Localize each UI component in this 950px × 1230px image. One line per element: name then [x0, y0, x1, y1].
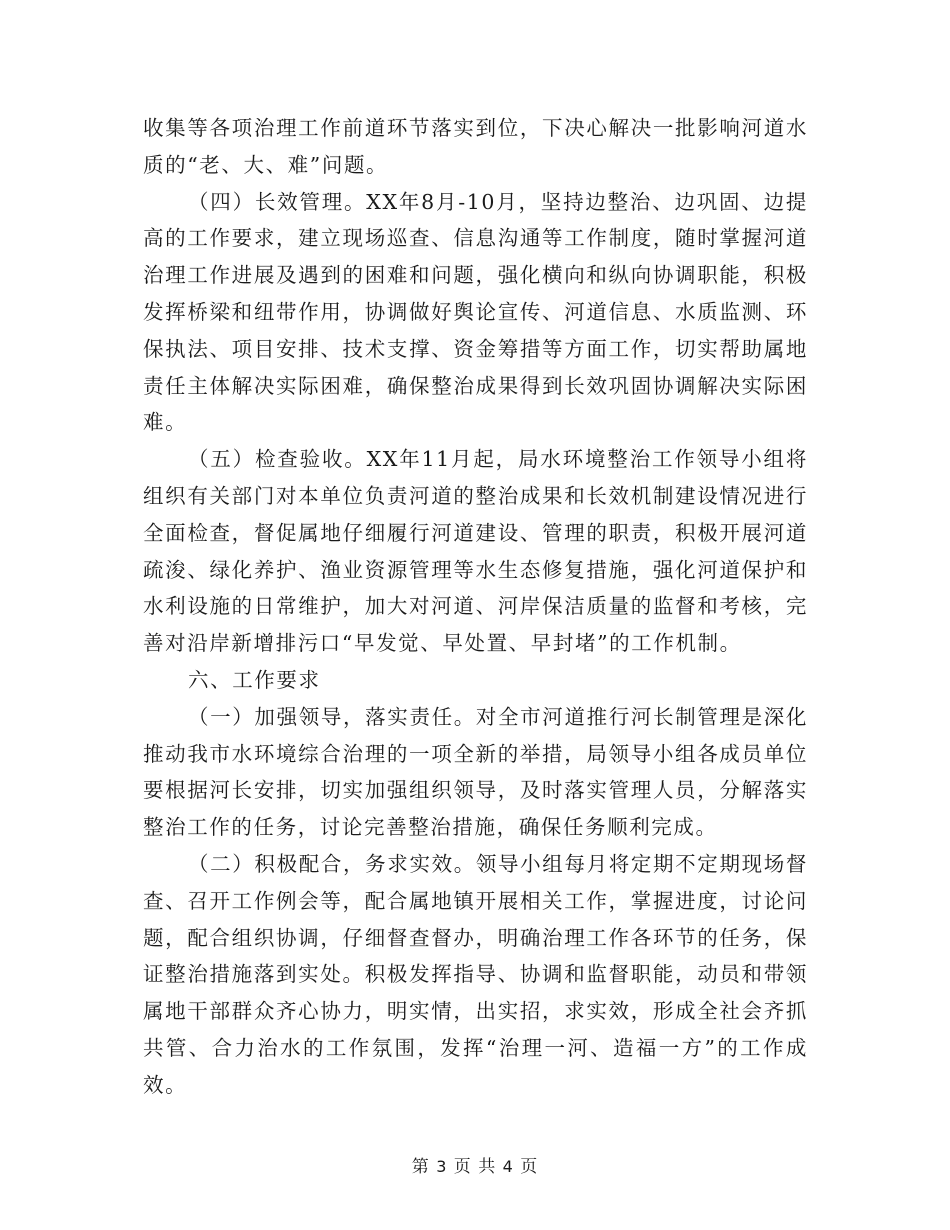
footer-total-pages: 4	[502, 1157, 514, 1176]
paragraph-continuation: 收集等各项治理工作前道环节落实到位，下决心解决一批影响河道水质的“老、大、难”问题。	[143, 116, 808, 177]
section-heading-work-requirements: 六、工作要求	[188, 667, 321, 692]
footer-prefix: 第	[411, 1157, 430, 1177]
paragraph-strengthen-leadership: （一）加强领导，落实责任。对全市河道推行河长制管理是深化推动我市水环境综合治理的一项全新的举措，局领导小组各成员单位要根据河长安排，切实加强组织领导，及时落实管理人员，分解落实整治工作的任务，讨论完善整治措施，确保任务顺利完成。	[143, 704, 808, 840]
footer-middle: 页 共	[453, 1157, 497, 1177]
paragraph-long-term-management: （四）长效管理。XX年8月-10月，坚持边整治、边巩固、边提高的工作要求，建立现场巡查、信息沟通等工作制度，随时掌握河道治理工作进展及遇到的困难和问题，强化横向和纵向协调职能，积极发挥桥梁和纽带作用，协调做好舆论宣传、河道信息、水质监测、环保执法、项目安排、技术支撑、资金筹措等方面工作，切实帮助属地责任主体解决实际困难，确保整治成果得到长效巩固协调解决实际困难。	[143, 189, 808, 435]
footer-suffix: 页	[520, 1157, 539, 1177]
page-footer	[0, 1152, 950, 1177]
paragraph-active-cooperation: （二）积极配合，务求实效。领导小组每月将定期不定期现场督查、召开工作例会等，配合属地镇开展相关工作，掌握进度，讨论问题，配合组织协调，仔细督查督办，明确治理工作各环节的任务，保证整治措施落到实处。积极发挥指导、协调和监督职能，动员和带领属地干部群众齐心协力，明实情，出实招，求实效，形成全社会齐抓共管、合力治水的工作氛围，发挥“治理一河、造福一方”的工作成效。	[143, 851, 808, 1097]
footer-current-page: 3	[436, 1157, 448, 1176]
document-body	[143, 110, 808, 1104]
paragraph-inspection-acceptance: （五）检查验收。XX年11月起，局水环境整治工作领导小组将组织有关部门对本单位负责河道的整治成果和长效机制建设情况进行全面检查，督促属地仔细履行河道建设、管理的职责，积极开展河道疏浚、绿化养护、渔业资源管理等水生态修复措施，强化河道保护和水利设施的日常维护，加大对河道、河岸保洁质量的监督和考核，完善对沿岸新增排污口“早发觉、早处置、早封堵”的工作机制。	[143, 447, 808, 656]
